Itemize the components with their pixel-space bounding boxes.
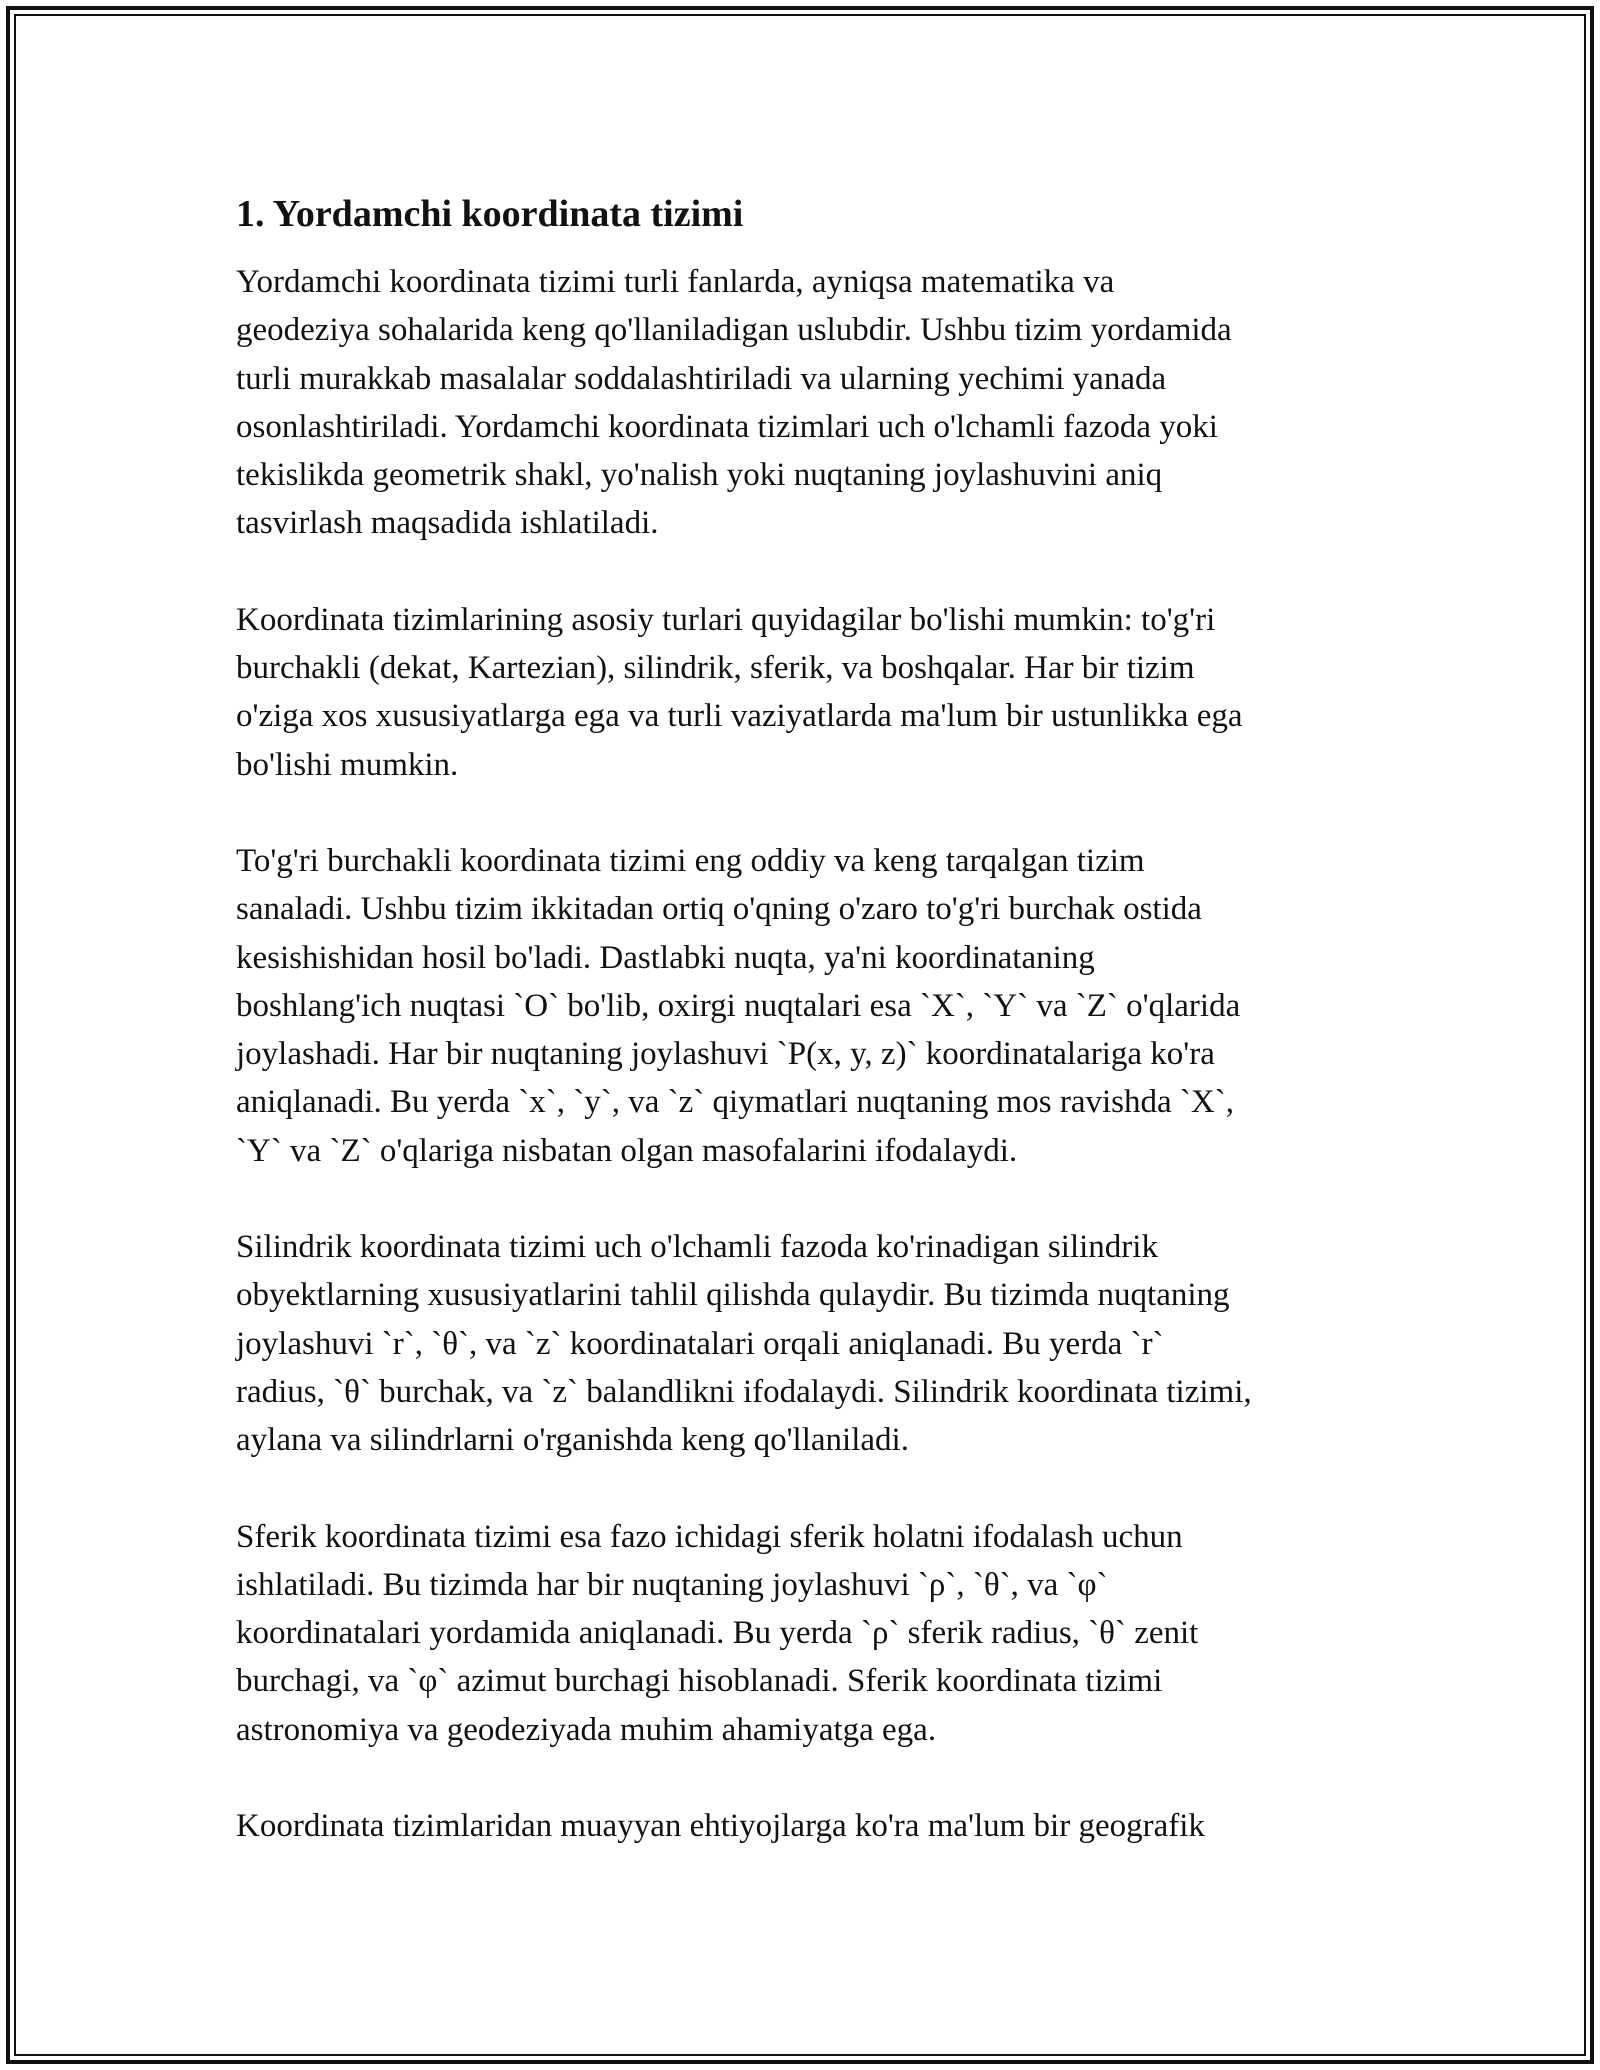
text-line: ishlatiladi. Bu tizimda har bir nuqtaning joylashuvi `ρ`, `θ`, va `φ` (236, 1566, 1108, 1603)
text-line: boshlang'ich nuqtasi `O` bo'lib, oxirgi nuqtalari esa `X`, `Y` va `Z` o'qlarida (236, 987, 1241, 1024)
text-line: Koordinata tizimlaridan muayyan ehtiyojlarga ko'ra ma'lum bir geografik (236, 1808, 1205, 1845)
text-line: Sferik koordinata tizimi esa fazo ichidagi sferik holatni ifodalash uchun (236, 1518, 1183, 1555)
text-line: kesishishidan hosil bo'ladi. Dastlabki nuqta, ya'ni koordinataning (236, 939, 1095, 976)
text-line: `Y` va `Z` o'qlariga nisbatan olgan masofalarini ifodalaydi. (236, 1132, 1018, 1169)
section-heading: 1. Yordamchi koordinata tizimi (236, 193, 744, 235)
paragraph-cylindrical (236, 1223, 1376, 1464)
text-line: To'g'ri burchakli koordinata tizimi eng oddiy va keng tarqalgan tizim (236, 842, 1145, 879)
text-line: osonlashtiriladi. Yordamchi koordinata tizimlari uch o'lchamli fazoda yoki (236, 408, 1218, 445)
text-line: radius, `θ` burchak, va `z` balandlikni ifodalaydi. Silindrik koordinata tizimi, (236, 1373, 1252, 1410)
document-body (236, 188, 1376, 1898)
paragraph-spherical (236, 1513, 1376, 1754)
text-line: koordinatalari yordamida aniqlanadi. Bu yerda `ρ` sferik radius, `θ` zenit (236, 1615, 1199, 1652)
text-line: sanaladi. Ushbu tizim ikkitadan ortiq o'qning o'zaro to'g'ri burchak ostida (236, 891, 1202, 928)
text-line: joylashadi. Har bir nuqtaning joylashuvi `P(x, y, z)` koordinatalariga ko'ra (236, 1036, 1215, 1073)
text-line: bo'lishi mumkin. (236, 746, 459, 783)
text-line: burchakli (dekat, Kartezian), silindrik, sferik, va boshqalar. Har bir tizim (236, 650, 1195, 687)
text-line: tekislikda geometrik shakl, yo'nalish yoki nuqtaning joylashuvini aniq (236, 457, 1163, 494)
paragraph-cartesian (236, 837, 1376, 1175)
text-line: aylana va silindrlarni o'rganishda keng qo'llaniladi. (236, 1422, 909, 1459)
text-line: Koordinata tizimlarining asosiy turlari quyidagilar bo'lishi mumkin: to'g'ri (236, 601, 1216, 638)
text-line: joylashuvi `r`, `θ`, va `z` koordinatalari orqali aniqlanadi. Bu yerda `r` (236, 1325, 1164, 1362)
text-line: aniqlanadi. Bu yerda `x`, `y`, va `z` qiymatlari nuqtaning mos ravishda `X`, (236, 1084, 1234, 1121)
text-line: burchagi, va `φ` azimut burchagi hisoblanadi. Sferik koordinata tizimi (236, 1663, 1163, 1700)
paragraph-geographic (236, 1802, 1376, 1850)
text-line: turli murakkab masalalar soddalashtiriladi va ularning yechimi yanada (236, 360, 1167, 397)
text-line: o'ziga xos xususiyatlarga ega va turli vaziyatlarda ma'lum bir ustunlikka ega (236, 698, 1243, 735)
text-line: astronomiya va geodeziyada muhim ahamiyatga ega. (236, 1711, 937, 1748)
paragraph-intro (236, 258, 1376, 548)
text-line: geodeziya sohalarida keng qo'llaniladigan uslubdir. Ushbu tizim yordamida (236, 312, 1232, 349)
text-line: obyektlarning xususiyatlarini tahlil qilishda qulaydir. Bu tizimda nuqtaning (236, 1277, 1230, 1314)
text-line: tasvirlash maqsadida ishlatiladi. (236, 505, 659, 542)
text-line: Silindrik koordinata tizimi uch o'lchamli fazoda ko'rinadigan silindrik (236, 1229, 1158, 1266)
paragraph-types (236, 596, 1376, 789)
text-line: Yordamchi koordinata tizimi turli fanlarda, ayniqsa matematika va (236, 264, 1115, 300)
